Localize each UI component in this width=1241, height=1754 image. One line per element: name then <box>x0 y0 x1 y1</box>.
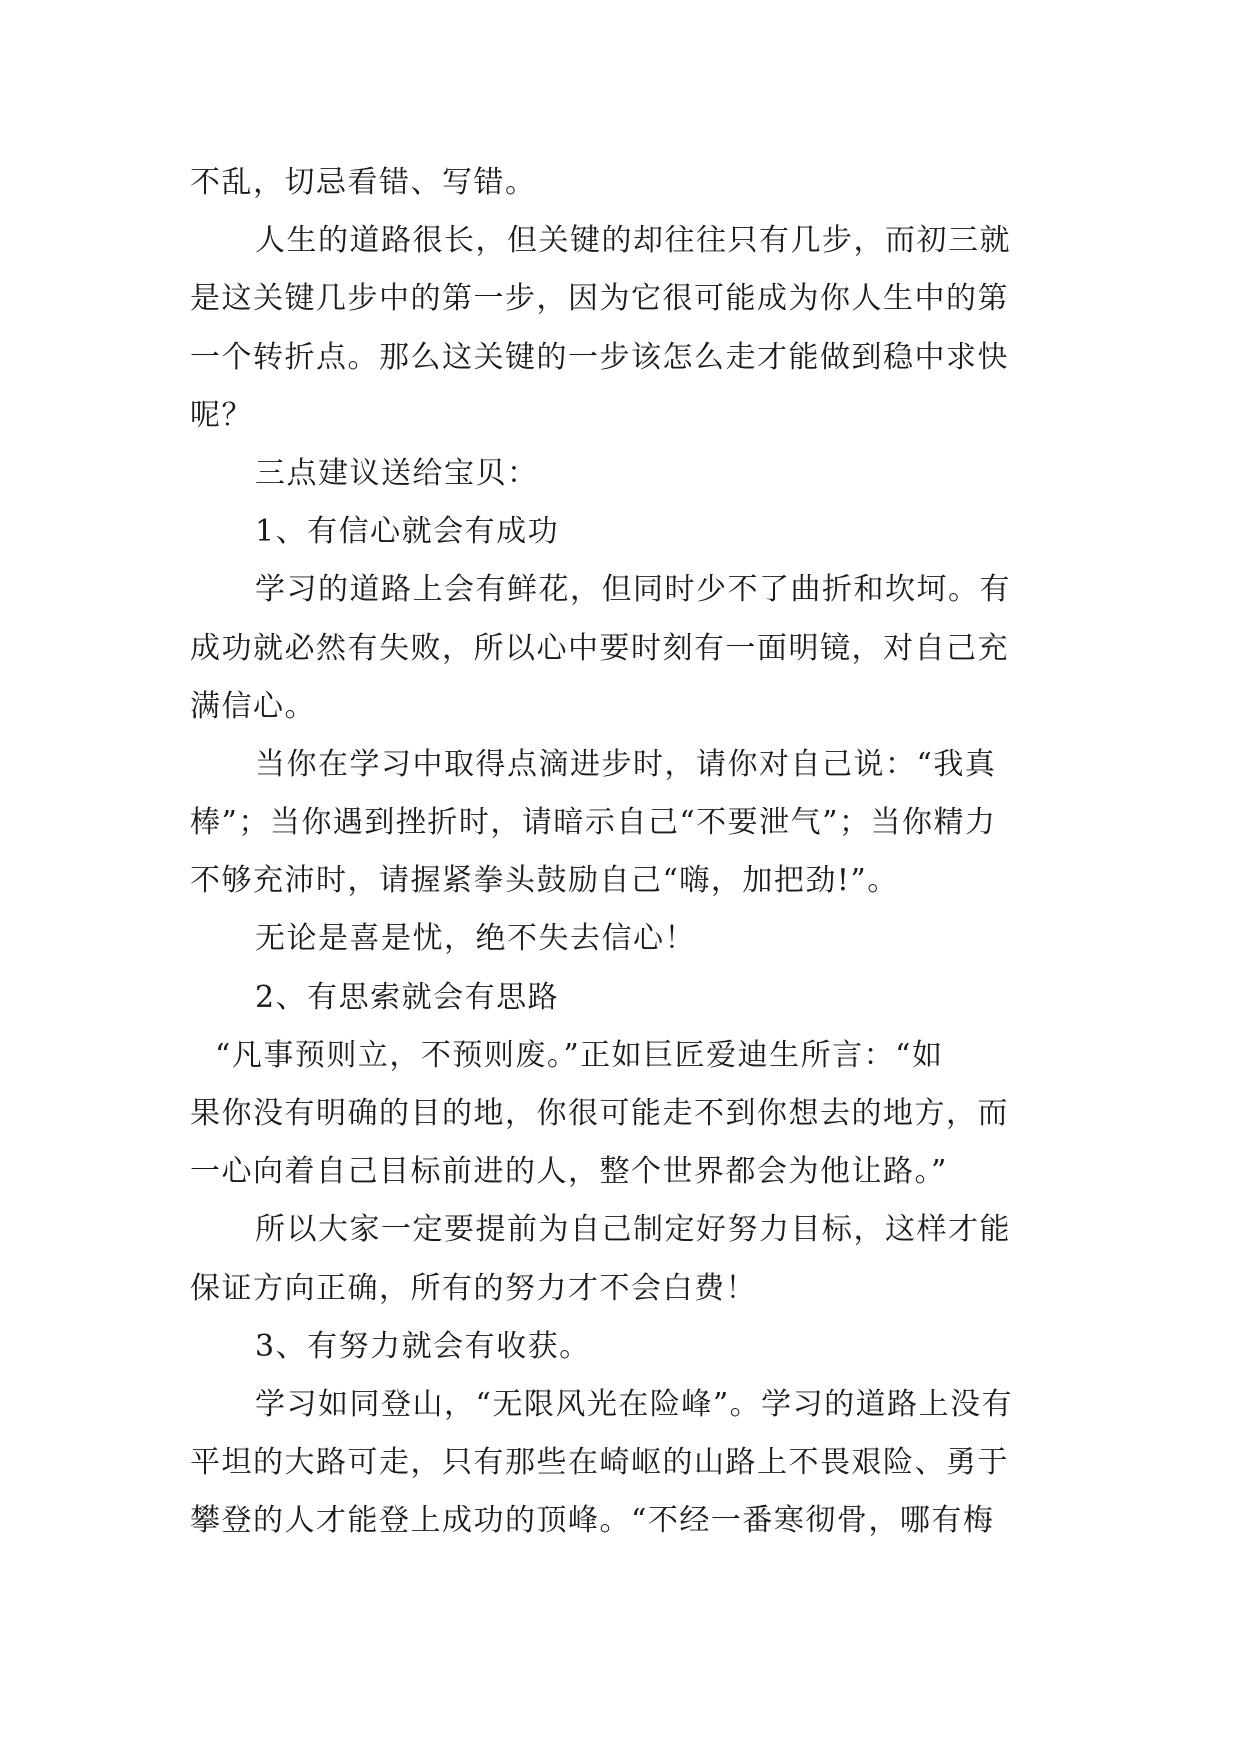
text-line: 满信心。 <box>190 688 316 724</box>
text-line: 无论是喜是忧，绝不失去信心！ <box>255 921 696 957</box>
section-heading: 3、有努力就会有收获。 <box>255 1328 591 1364</box>
text-line: 不乱，切忌看错、写错。 <box>190 165 537 200</box>
text-line: 一个转折点。那么这关键的一步该怎么走才能做到稳中求快 <box>190 339 1009 375</box>
text-line: 攀登的人才能登上成功的顶峰。“不经一番寒彻骨，哪有梅 <box>190 1503 995 1539</box>
text-line: 当你在学习中取得点滴进步时，请你对自己说：“我真 <box>255 746 997 782</box>
text-line: “凡事预则立，不预则废。”正如巨匠爱迪生所言：“如 <box>215 1037 944 1073</box>
text-line: 所以大家一定要提前为自己制定好努力目标，这样才能 <box>255 1212 1011 1248</box>
text-line: 人生的道路很长，但关键的却往往只有几步，而初三就 <box>255 223 1011 259</box>
text-line: 三点建议送给宝贝： <box>255 455 539 491</box>
text-line: 平坦的大路可走，只有那些在崎岖的山路上不畏艰险、勇于 <box>190 1445 1009 1481</box>
text-line: 果你没有明确的目的地，你很可能走不到你想去的地方，而 <box>190 1096 1009 1131</box>
text-line: 是这关键几步中的第一步，因为它很可能成为你人生中的第 <box>190 281 1009 317</box>
section-heading: 1、有信心就会有成功 <box>255 514 560 550</box>
text-line: 成功就必然有失败，所以心中要时刻有一面明镜，对自己充 <box>190 630 1009 666</box>
text-line: 保证方向正确，所有的努力才不会白费！ <box>190 1270 757 1306</box>
text-line: 学习的道路上会有鲜花，但同时少不了曲折和坎坷。有 <box>255 572 1011 608</box>
body-text <box>190 154 1050 1551</box>
text-line: 棒”；当你遇到挫折时，请暗示自己“不要泄气”；当你精力 <box>190 805 997 841</box>
text-line: 不够充沛时，请握紧拳头鼓励自己“嗨，加把劲!”。 <box>190 863 899 899</box>
text-line: 呢？ <box>190 397 253 433</box>
text-line: 一心向着自己目标前进的人，整个世界都会为他让路。” <box>190 1154 948 1190</box>
text-line: 学习如同登山，“无限风光在险峰”。学习的道路上没有 <box>255 1386 1014 1422</box>
section-heading: 2、有思索就会有思路 <box>255 979 560 1015</box>
